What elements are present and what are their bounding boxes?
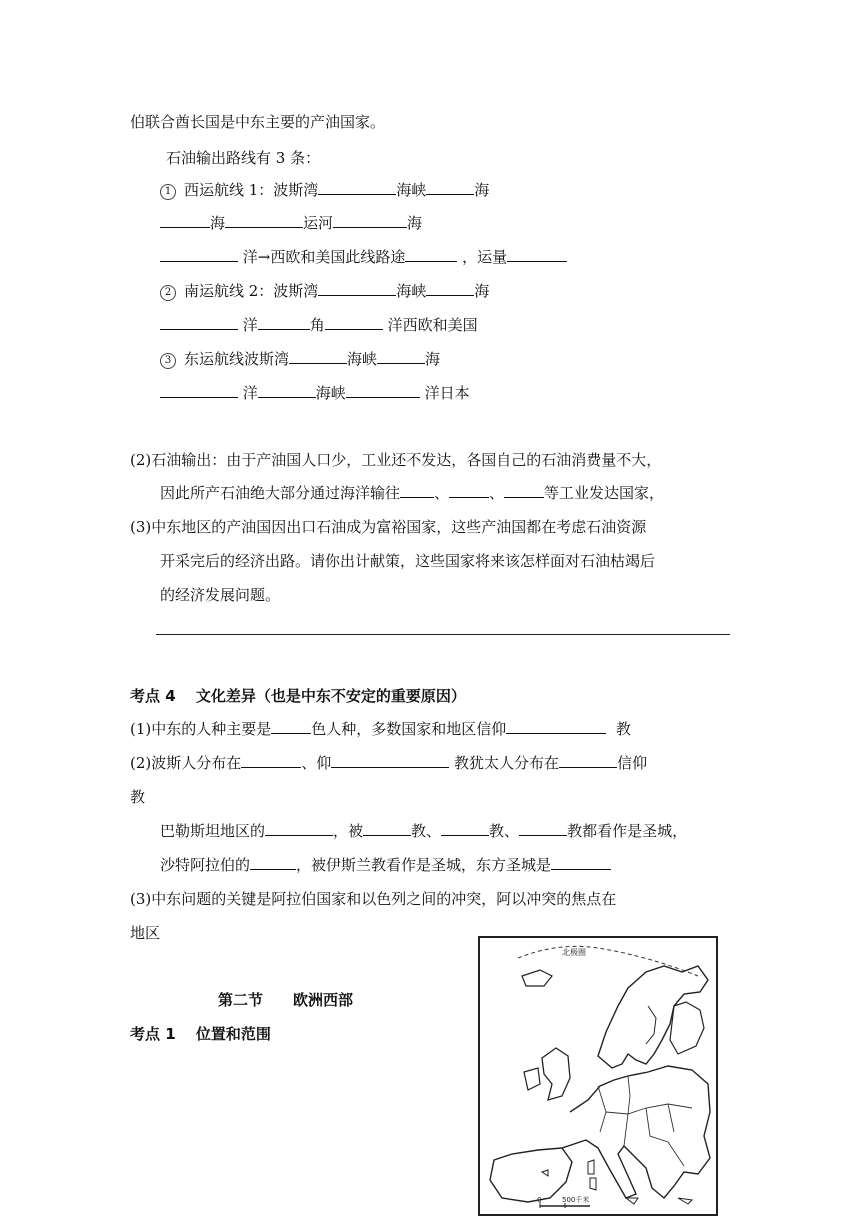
blank-field[interactable] [318, 180, 396, 195]
text-line: 伯联合酋长国是中东主要的产油国家。 [130, 113, 386, 131]
question-2-line-1: (2)波斯人分布在 、仰 教犹太人分布在 信仰 [130, 754, 648, 772]
route-1-line-3: 洋→西欧和美国此线路途 ，运量 [160, 247, 567, 267]
blank-field[interactable] [519, 821, 567, 836]
blank-field[interactable] [405, 247, 457, 262]
blank-field[interactable] [400, 483, 434, 498]
question-2-line-4: 沙特阿拉伯的 ，被伊斯兰教看作是圣城，东方圣城是 [160, 855, 611, 875]
blank-field[interactable] [318, 281, 396, 296]
blank-field[interactable] [289, 349, 347, 364]
circled-number: 2 [160, 285, 176, 301]
route-2-line-1: 2 南运航线 2：波斯湾 海峡 海 [160, 281, 489, 301]
blank-field[interactable] [441, 821, 489, 836]
blank-field[interactable] [449, 483, 489, 498]
arctic-circle-label: 北极圈 [562, 948, 586, 957]
route-2-line-2: 洋 角 洋西欧和美国 [160, 315, 478, 335]
blank-field[interactable] [551, 855, 611, 870]
blank-field[interactable] [160, 247, 238, 262]
text-line: 石油输出路线有 3 条： [166, 149, 321, 167]
blank-field[interactable] [504, 483, 544, 498]
route-1-line-2: 海 运河 海 [160, 213, 422, 233]
question-3-line-1: (3)中东问题的关键是阿拉伯国家和以色列之间的冲突，阿以冲突的焦点在 [130, 890, 617, 908]
blank-field[interactable] [258, 315, 310, 330]
blank-field[interactable] [333, 213, 407, 228]
blank-field[interactable] [346, 383, 420, 398]
route-3-line-2: 洋 海峡 洋日本 [160, 383, 470, 403]
blank-field[interactable] [250, 855, 296, 870]
blank-field[interactable] [426, 281, 474, 296]
blank-field[interactable] [507, 247, 567, 262]
blank-field[interactable] [271, 719, 311, 734]
blank-field[interactable] [506, 719, 606, 734]
blank-field[interactable] [225, 213, 303, 228]
route-1-line-1: 1 西运航线 1：波斯湾 海峡 海 [160, 180, 489, 200]
paragraph-3-line-3: 的经济发展问题。 [160, 586, 281, 604]
section-heading: 考点 1 位置和范围 [130, 1025, 271, 1043]
circled-number: 1 [160, 184, 176, 200]
blank-field[interactable] [559, 753, 617, 768]
section-heading: 考点 4 文化差异（也是中东不安定的重要原因） [130, 687, 466, 705]
section-title: 第二节 欧洲西部 [218, 991, 354, 1009]
blank-field[interactable] [377, 349, 425, 364]
question-1-line: (1)中东的人种主要是 色人种，多数国家和地区信仰 教 [130, 720, 631, 738]
blank-field[interactable] [241, 753, 301, 768]
blank-field[interactable] [331, 753, 449, 768]
blank-field[interactable] [426, 180, 474, 195]
scale-label: 500千米 [562, 1196, 590, 1204]
blank-field[interactable] [363, 821, 411, 836]
answer-line[interactable] [156, 634, 730, 635]
question-3-line-2: 地区 [130, 924, 161, 942]
question-2-line-3: 巴勒斯坦地区的 ，被 教、 教、 教都看作是圣城， [160, 822, 688, 840]
paragraph-2-line-2: 因此所产石油绝大部分通过海洋输往 、 、 等工业发达国家， [160, 484, 665, 502]
route-3-line-1: 3 东运航线波斯湾 海峡 海 [160, 349, 440, 369]
blank-field[interactable] [325, 315, 383, 330]
paragraph-3-line-1: (3)中东地区的产油国因出口石油成为富裕国家，这些产油国都在考虑石油资源 [130, 518, 647, 536]
paragraph-2-line-1: (2)石油输出：由于产油国人口少，工业还不发达，各国自己的石油消费量不大， [130, 451, 662, 469]
blank-field[interactable] [160, 383, 238, 398]
circled-number: 3 [160, 353, 176, 369]
blank-field[interactable] [258, 383, 316, 398]
europe-map [478, 936, 718, 1216]
blank-field[interactable] [160, 213, 210, 228]
paragraph-3-line-2: 开采完后的经济出路。请你出计献策，这些国家将来该怎样面对石油枯竭后 [160, 552, 656, 570]
question-2-line-2: 教 [130, 788, 146, 806]
blank-field[interactable] [265, 821, 333, 836]
scale-zero: 0 [537, 1196, 542, 1204]
blank-field[interactable] [160, 315, 238, 330]
